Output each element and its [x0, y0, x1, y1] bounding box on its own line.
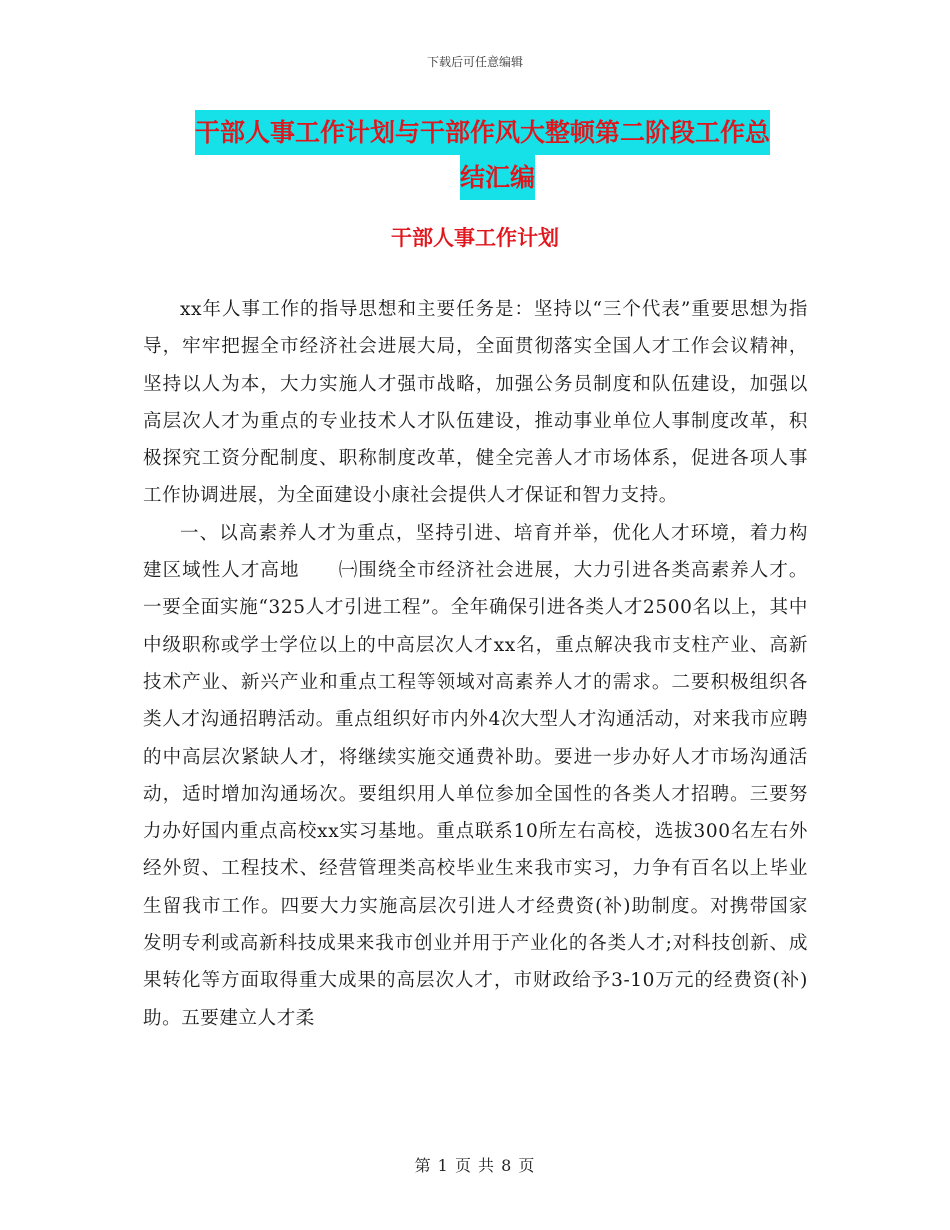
document-title	[195, 110, 800, 200]
paragraph-section-one: 一、以高素养人才为重点，坚持引进、培育并举，优化人才环境，着力构建区域性人才高地 ㈠围绕全市经济社会进展，大力引进各类高素养人才。一要全面实施“325人才引进工程”。全年确保引进各类人才2500名以上，其中中级职称或学士学位以上的中高层次人才xx名，重点解决我市支柱产业、高新技术产业、新兴产业和重点工程等领域对高素养人才的需求。二要积极组织各类人才沟通招聘活动。重点组织好市内外4次大型人才沟通活动，对来我市应聘的中高层次紧缺人才，将继续实施交通费补助。要进一步办好人才市场沟通活动，适时增加沟通场次。要组织用人单位参加全国性的各类人才招聘。三要努力办好国内重点高校xx实习基地。重点联系10所左右高校，选拔300名左右外经外贸、工程技术、经营管理类高校毕业生来我市实习，力争有百名以上毕业生留我市工作。四要大力实施高层次引进人才经费资(补)助制度。对携带国家发明专利或高新科技成果来我市创业并用于产业化的各类人才;对科技创新、成果转化等方面取得重大成果的高层次人才，市财政给予3-10万元的经费资(补)助。五要建立人才柔	[143, 522, 808, 1029]
header-note: 下载后可任意编辑	[426, 55, 523, 69]
title-line-1: 干部人事工作计划与干部作风大整顿第二阶段工作总	[195, 110, 770, 155]
body-text	[143, 291, 808, 1037]
paragraph-intro: xx年人事工作的指导思想和主要任务是：坚持以“三个代表”重要思想为指导，牢牢把握全市经济社会进展大局，全面贯彻落实全国人才工作会议精神，坚持以人为本，大力实施人才强市战略，加强公务员制度和队伍建设，加强以高层次人才为重点的专业技术人才队伍建设，推动事业单位人事制度改革，积极探究工资分配制度、职称制度改革，健全完善人才市场体系，促进各项人事工作协调进展，为全面建设小康社会提供人才保证和智力支持。	[143, 299, 808, 507]
page-footer: 第 1 页 共 8 页	[414, 1156, 536, 1175]
title-line-2: 结汇编	[460, 155, 535, 200]
section-title: 干部人事工作计划	[391, 225, 559, 250]
